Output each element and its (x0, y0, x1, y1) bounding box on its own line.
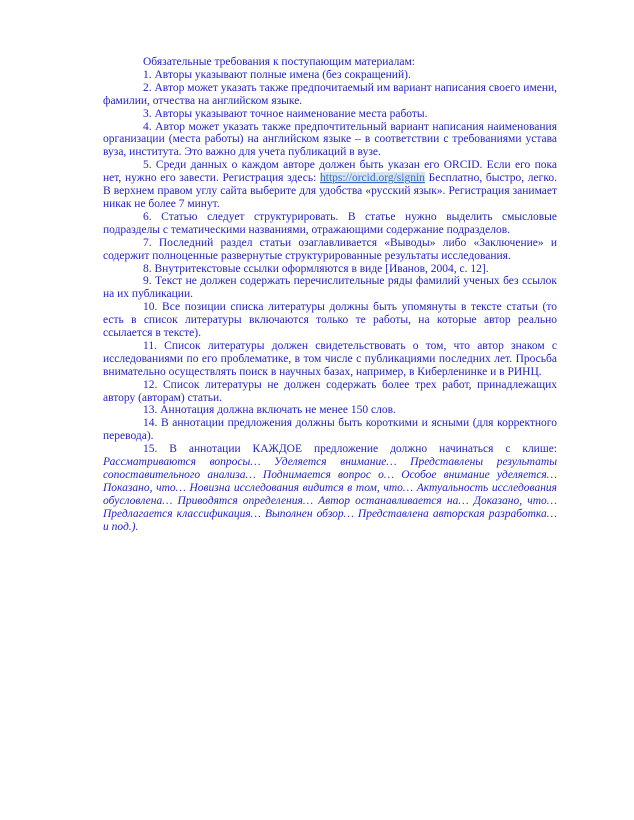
text-run: Бесплатно, быстро, легко. В верхнем правом углу сайта выберите для удобства «русский язык». Регистрация занимает никак не более 7 минут. (103, 172, 557, 210)
paragraph (103, 379, 557, 405)
text-run: 11. Список литературы должен свидетельствовать о том, что автор знаком с исследованиями по его проблематике, в том числе с публикациями последних лет. Просьба внимательно осуществлять поиск в научных базах, например, в Киберленинке и в РИНЦ. (103, 339, 557, 378)
paragraph (103, 404, 557, 417)
text-run: 4. Автор может указать также предпочтительный вариант написания наименования организации (места работы) на английском языке – в соответствии с требованиями устава вуза, института. Это важно для учета публикаций в вузе. (103, 120, 557, 159)
document-text (103, 56, 557, 534)
cliche-italic-run: Рассматриваются вопросы… Уделяется внимание… Представлены результаты сопоставительного анализа… Поднимается вопрос о… Особое внимание уделяется… Показано, что… Новизна исследования видится в том, что… Актуальность исследования обусловлена… Приводятся определения… Автор останавливается на… Доказано, что… Предлагается классификация… Выполнен обзор… Представлена авторская разработка… и под.). (103, 456, 557, 533)
paragraph (103, 275, 557, 301)
paragraph (103, 159, 557, 211)
text-run: 6. Статью следует структурировать. В статье нужно выделить смысловые подразделы с тематическими названиями, отражающими содержание подразделов. (103, 210, 557, 236)
paragraph (103, 108, 557, 121)
text-run: 15. В аннотации КАЖДОЕ предложение должно начинаться с клише: (143, 443, 557, 456)
text-run: 12. Список литературы не должен содержать более трех работ, принадлежащих автору (авторам) статьи. (103, 378, 557, 404)
text-run: 1. Авторы указывают полные имена (без сокращений). (143, 68, 411, 81)
paragraph (103, 263, 557, 276)
paragraph (103, 443, 557, 533)
paragraph (103, 69, 557, 82)
paragraph (103, 56, 557, 69)
text-run: 10. Все позиции списка литературы должны быть упомянуты в тексте статьи (то есть в список литературы включаются только те работы, на которые автор реально ссылается в тексте). (103, 301, 557, 340)
paragraph (103, 82, 557, 108)
paragraph (103, 340, 557, 379)
text-run: 9. Текст не должен содержать перечислительные ряды фамилий ученых без ссылок на их публикации. (103, 275, 557, 301)
text-run: 3. Авторы указывают точное наименование места работы. (143, 107, 428, 120)
text-run: 13. Аннотация должна включать не менее 150 слов. (143, 404, 396, 417)
text-run: Обязательные требования к поступающим материалам: (143, 56, 415, 68)
orcid-link[interactable]: https://orcid.org/signin (320, 172, 425, 185)
text-run: 8. Внутритекстовые ссылки оформляются в виде [Иванов, 2004, с. 12]. (143, 262, 489, 275)
paragraph (103, 417, 557, 443)
paragraph (103, 301, 557, 340)
text-run: 7. Последний раздел статьи озаглавливается «Выводы» либо «Заключение» и содержит полноценные развернутые структурированные результаты исследования. (103, 236, 557, 262)
paragraph (103, 121, 557, 160)
paragraph (103, 211, 557, 237)
text-run: 14. В аннотации предложения должны быть короткими и ясными (для корректного перевода). (103, 417, 557, 443)
paragraph (103, 237, 557, 263)
text-run: 2. Автор может указать также предпочитаемый им вариант написания своего имени, фамилии, отчества на английском языке. (103, 81, 558, 107)
text-run: 5. Среди данных о каждом авторе должен быть указан его ORCID. Если его пока нет, нужно его завести. Регистрация здесь: (103, 159, 557, 185)
